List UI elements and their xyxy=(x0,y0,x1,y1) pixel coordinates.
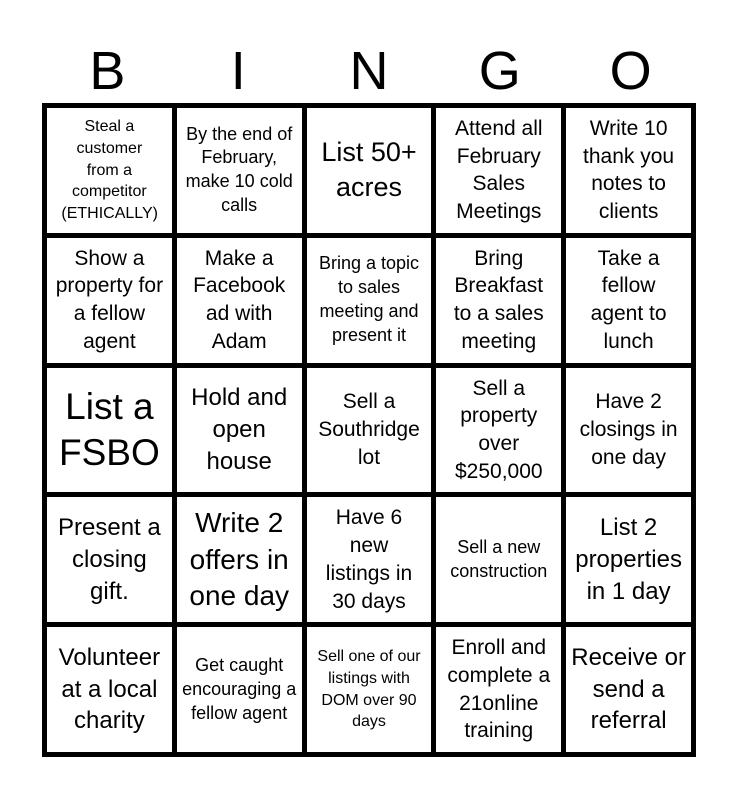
bingo-cell[interactable] xyxy=(47,368,172,493)
bingo-cell[interactable] xyxy=(566,497,691,622)
cell-text: Volunteer at a local charity xyxy=(58,644,161,735)
cell-text: Show a property for a fellow agent xyxy=(55,246,164,353)
cell-text: Have 6 new listings in 30 days xyxy=(325,506,413,613)
header-letter-n: N xyxy=(349,41,389,101)
bingo-cell[interactable] xyxy=(566,368,691,493)
cell-text: Bring Breakfast to a sales meeting xyxy=(453,246,544,353)
cell-text: Sell a Southridge lot xyxy=(318,390,420,469)
cell-text: Write 2 offers in one day xyxy=(189,507,290,611)
bingo-cell[interactable] xyxy=(436,238,561,363)
cell-text: Make a Facebook ad with Adam xyxy=(193,246,286,353)
bingo-cell[interactable] xyxy=(436,368,561,493)
cell-text: Present a closing gift. xyxy=(58,514,161,605)
bingo-cell[interactable] xyxy=(307,368,432,493)
cell-text: Sell a property over $250,000 xyxy=(454,376,543,483)
bingo-cell[interactable] xyxy=(566,627,691,752)
bingo-cell[interactable] xyxy=(177,238,302,363)
bingo-cell[interactable] xyxy=(177,497,302,622)
cell-text: List 2 properties in 1 day xyxy=(575,514,682,605)
cell-text: List a FSBO xyxy=(59,385,160,473)
bingo-cell[interactable] xyxy=(47,627,172,752)
cell-text: Sell one of our listings with DOM over 90 days xyxy=(317,648,421,731)
cell-text: By the end of February, make 10 cold calls xyxy=(185,123,293,216)
cell-text: Take a fellow agent to lunch xyxy=(590,246,667,353)
cell-text: Write 10 thank you notes to clients xyxy=(583,116,675,224)
cell-text: Sell a new construction xyxy=(450,536,548,581)
cell-text: Enroll and complete a 21online training xyxy=(447,636,551,743)
header-letter-b: B xyxy=(89,41,126,101)
bingo-cell[interactable] xyxy=(566,108,691,233)
bingo-cell[interactable] xyxy=(177,627,302,752)
bingo-cell[interactable] xyxy=(47,108,172,233)
cell-text: Get caught encouraging a fellow agent xyxy=(182,654,297,723)
cell-text: Steal a customer from a competitor (ETHICALLY) xyxy=(61,118,158,222)
bingo-cell[interactable] xyxy=(307,497,432,622)
bingo-cell[interactable] xyxy=(566,238,691,363)
header-letter-o: O xyxy=(609,41,652,101)
cell-text: Bring a topic to sales meeting and present it xyxy=(318,253,420,346)
cell-text: Hold and open house xyxy=(191,384,288,475)
bingo-cell[interactable] xyxy=(436,497,561,622)
cell-text: Attend all February Sales Meetings xyxy=(455,116,543,224)
bingo-cell[interactable] xyxy=(307,627,432,752)
bingo-cell[interactable] xyxy=(47,238,172,363)
bingo-cell[interactable] xyxy=(177,368,302,493)
bingo-board xyxy=(42,103,696,757)
bingo-cell[interactable] xyxy=(436,108,561,233)
cell-text: Receive or send a referral xyxy=(571,644,686,735)
bingo-cell[interactable] xyxy=(47,497,172,622)
bingo-cell[interactable] xyxy=(307,238,432,363)
cell-text: Have 2 closings in one day xyxy=(579,390,678,469)
bingo-cell[interactable] xyxy=(436,627,561,752)
header-letter-g: G xyxy=(478,41,521,101)
cell-text: List 50+ acres xyxy=(321,137,417,203)
bingo-cell[interactable] xyxy=(307,108,432,233)
bingo-header xyxy=(42,40,696,102)
bingo-cell[interactable] xyxy=(177,108,302,233)
header-letter-i: I xyxy=(230,41,246,101)
